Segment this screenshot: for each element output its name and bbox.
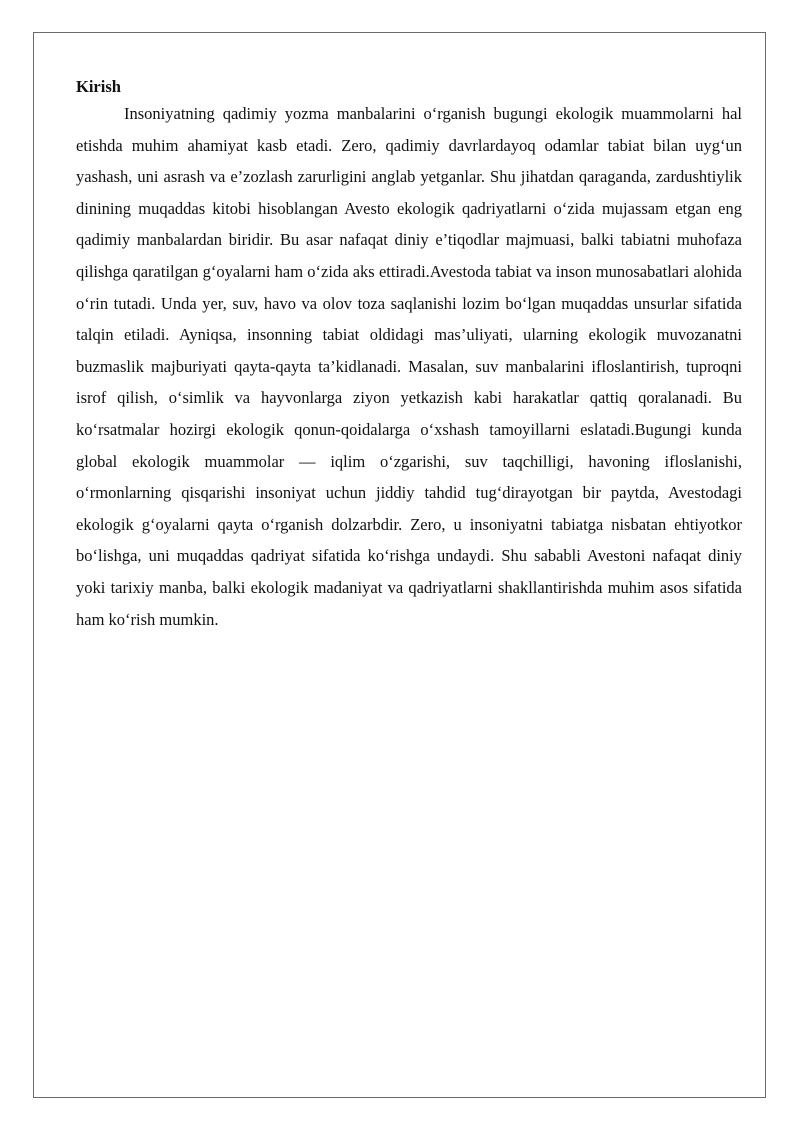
section-heading: Kirish <box>76 77 121 96</box>
body-paragraph: Insoniyatning qadimiy yozma manbalarini o‘rganish bugungi ekologik muammolarni hal etishda muhim ahamiyat kasb etadi. Zero, qadimiy davrlardayoq odamlar tabiat bilan uyg‘un yashash, uni asrash va e’zozlash zarurligini anglab yetganlar. Shu jihatdan qaraganda, zardushtiylik dinining muqaddas kitobi hisoblangan Avesto ekologik qadriyatlarni o‘zida mujassam etgan eng qadimiy manbalardan biridir. Bu asar nafaqat diniy e’tiqodlar majmuasi, balki tabiatni muhofaza qilishga qaratilgan g‘oyalarni ham o‘zida aks ettiradi.Avestoda tabiat va inson munosabatlari alohida o‘rin tutadi. Unda yer, suv, havo va olov toza saqlanishi lozim bo‘lgan muqaddas unsurlar sifatida talqin etiladi. Ayniqsa, insonning tabiat oldidagi mas’uliyati, ularning ekologik muvozanatni buzmaslik majburiyati qayta-qayta ta’kidlanadi. Masalan, suv manbalarini ifloslantirish, tuproqni isrof qilish, o‘simlik va hayvonlarga ziyon yetkazish kabi harakatlar qattiq qoralanadi. Bu ko‘rsatmalar hozirgi ekologik qonun-qoidalarga o‘xshash tamoyillarni eslatadi.Bugungi kunda global ekologik muammolar — iqlim o‘zgarishi, suv taqchilligi, havoning ifloslanishi, o‘rmonlarning qisqarishi insoniyat uchun jiddiy tahdid tug‘dirayotgan bir paytda, Avestodagi ekologik g‘oyalarni qayta o‘rganish dolzarbdir. Zero, u insoniyatni tabiatga nisbatan ehtiyotkor bo‘lishga, uni muqaddas qadriyat sifatida ko‘rishga undaydi. Shu sababli Avestoni nafaqat diniy yoki tarixiy manba, balki ekologik madaniyat va qadriyatlarni shakllantirishda muhim asos sifatida ham ko‘rish mumkin. <box>76 104 742 629</box>
document-content <box>76 76 742 635</box>
